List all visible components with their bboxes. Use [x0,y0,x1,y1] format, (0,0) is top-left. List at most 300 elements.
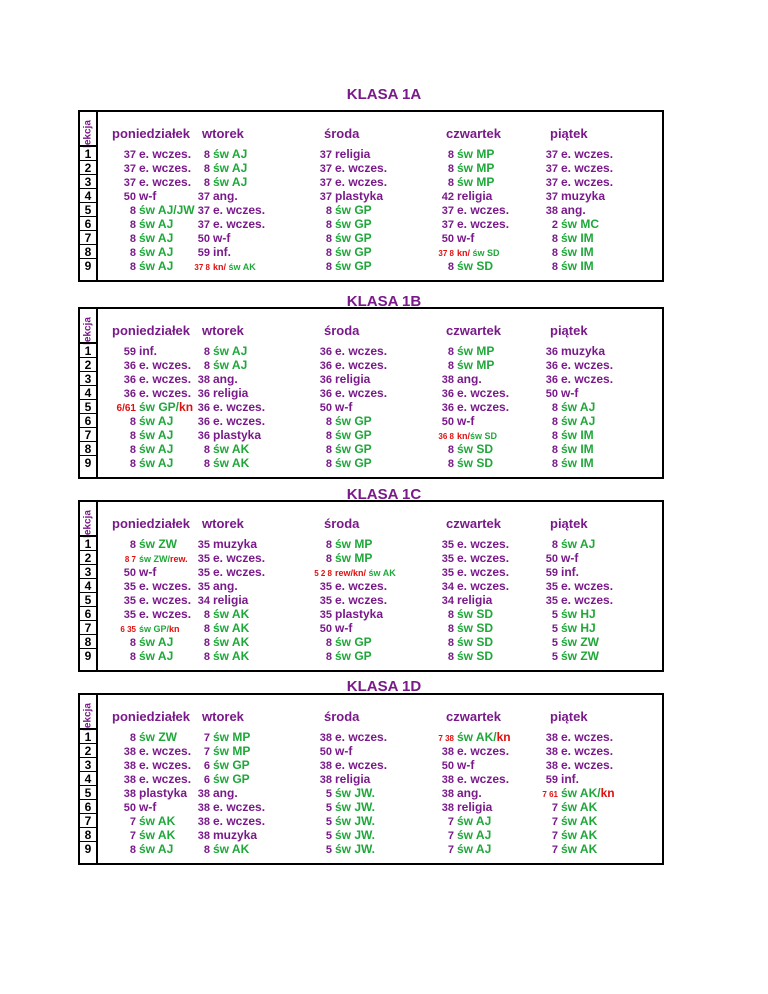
room-number: 36 8 [438,432,454,441]
lesson-number: 8 [80,635,96,649]
day-header: wtorek [202,516,244,531]
room-number: 7 [551,802,558,814]
lesson-cell [184,456,294,470]
lekcja-label: lekcja [82,120,94,148]
subject [561,537,595,551]
lesson-cell [428,730,538,744]
room-number: 34 [441,581,454,593]
subject-text-part: św GP [335,428,372,442]
subject [561,744,613,758]
lesson-cell [428,551,538,565]
room-number: 35 [197,567,210,579]
subject-text-part: e. wczes. [139,161,192,175]
lesson-cell [532,800,642,814]
lesson-cell [428,814,538,828]
subject-text-part: św AK [213,456,250,470]
lesson-number: 1 [80,730,96,744]
lesson-number: 2 [80,744,96,758]
subject-text-part: e. wczes. [335,344,388,358]
room-number: 36 [319,374,332,386]
subject-text-part: św GP [335,217,372,231]
lesson-cell [428,828,538,842]
subject-text-part: e. wczes. [213,400,266,414]
room-number: 37 [123,163,136,175]
subject-text-part: kn [179,400,194,414]
subject [335,161,387,175]
lesson-cell [184,259,294,273]
room-number: 8 [325,539,332,551]
subject [335,744,352,758]
subject-text-part: inf. [139,344,157,358]
day-header: piątek [550,126,588,141]
subject-text-part: e. wczes. [213,217,266,231]
subject-text-part: św AJ [139,442,174,456]
class-title: KLASA 1A [346,86,422,103]
lesson-cell [184,607,294,621]
lesson-cell [306,414,416,428]
lesson-cell [184,635,294,649]
room-number: 8 [325,247,332,259]
room-number: 38 [319,760,332,772]
room-number: 36 [545,374,558,386]
room-number: 35 [123,595,136,607]
lesson-cell [532,175,642,189]
subject [335,842,375,856]
day-column [428,730,538,856]
subject-text-part: św GP [335,649,372,663]
subject [561,814,597,828]
subject [335,175,387,189]
subject-text-part: św AJ [561,400,596,414]
subject-text-part: kn [600,786,615,800]
subject [561,607,596,621]
subject [139,621,180,635]
room-number: 37 [545,191,558,203]
room-number: 35 [197,539,210,551]
day-column [184,537,294,663]
subject [139,814,175,828]
room-number: 38 [197,788,210,800]
subject-text-part: e. wczes. [335,358,388,372]
subject-text-part: św GP [335,414,372,428]
room-number: 38 [441,774,454,786]
subject [561,800,597,814]
subject-text-part: św AJ [213,344,248,358]
subject-text-part: św JW. [335,800,376,814]
room-number: 6/61 [116,403,136,414]
lesson-cell [428,579,538,593]
subject-text-part: św AJ [139,414,174,428]
room-number: 7 [203,746,210,758]
room-number: 38 [123,760,136,772]
room-number: 38 [545,732,558,744]
room-number: 50 [441,416,454,428]
lekcja-label: lekcja [82,703,94,731]
room-number: 35 [319,609,332,621]
subject-text-part: św SD [457,621,494,635]
subject-text-part: religia [457,189,493,203]
room-number: 7 [129,830,136,842]
room-number: 50 [545,388,558,400]
room-number: 8 [447,637,454,649]
room-number: 37 [319,191,332,203]
room-number: 8 [325,637,332,649]
subject-text-part: św MP [335,551,373,565]
subject [213,161,247,175]
subject [561,565,579,579]
room-number: 38 [197,816,210,828]
subject [561,730,613,744]
subject [457,344,494,358]
room-number: 7 [203,732,210,744]
day-column [428,537,538,663]
subject-text-part: religia [335,772,371,786]
room-number: 35 [319,595,332,607]
subject [457,828,491,842]
room-number: 50 [197,233,210,245]
room-number: 8 [129,458,136,470]
subject-text-part: ang. [561,203,586,217]
room-number: 38 [319,732,332,744]
lesson-cell [184,579,294,593]
room-number: 35 [319,581,332,593]
subject [561,842,597,856]
subject [457,621,493,635]
lesson-cell [532,442,642,456]
subject [213,593,248,607]
lesson-cell [532,231,642,245]
room-number: 8 [203,844,210,856]
room-number: 8 [325,430,332,442]
subject-text-part: św AJ [139,635,174,649]
subject-text-part: religia [457,593,493,607]
room-number: 5 [325,816,332,828]
subject-text-part: religia [457,800,493,814]
subject [139,842,173,856]
lesson-cell [184,147,294,161]
room-number: 8 [203,346,210,358]
room-number: 8 [447,149,454,161]
lesson-cell [184,551,294,565]
lesson-cell [306,189,416,203]
room-number: 5 [551,637,558,649]
lesson-cell [532,344,642,358]
lesson-cell [532,842,642,856]
lesson-cell [532,828,642,842]
subject [335,607,383,621]
day-column [428,147,538,273]
subject-text-part: w-f [139,565,157,579]
subject [213,175,247,189]
day-header: piątek [550,323,588,338]
lesson-cell [306,730,416,744]
subject [561,621,596,635]
day-column [306,344,416,470]
room-number: 36 [123,388,136,400]
room-number: 5 [325,788,332,800]
subject-text-part: muzyka [213,537,258,551]
subject [561,189,605,203]
room-number: 8 [325,444,332,456]
room-number: 37 8 [438,249,454,258]
lesson-number: 4 [80,772,96,786]
subject-text-part: e. wczes. [213,800,266,814]
subject-text-part: e. wczes. [335,579,388,593]
subject [335,828,375,842]
subject-text-part: św AK [561,814,598,828]
room-number: 8 [447,346,454,358]
subject-text-part: św AJ/JW [139,203,195,217]
subject-text-part: e. wczes. [561,579,614,593]
subject [335,730,387,744]
room-number: 8 [129,539,136,551]
lesson-cell [184,344,294,358]
subject-text-part: św MC [561,217,600,231]
subject-text-part: ang. [457,372,482,386]
subject [457,814,491,828]
subject-text-part: religia [213,386,249,400]
room-number: 50 [545,553,558,565]
room-number: 36 [441,402,454,414]
subject-text-part: św AK [213,621,250,635]
lesson-cell [532,386,642,400]
lesson-cell [428,842,538,856]
subject [139,259,173,273]
room-number: 8 [325,553,332,565]
room-number: 38 [545,746,558,758]
subject-text-part: e. wczes. [457,579,510,593]
subject [561,456,594,470]
subject [457,217,509,231]
subject [213,344,247,358]
day-header: czwartek [446,516,501,531]
room-number: 8 [129,205,136,217]
room-number: 8 [325,458,332,470]
subject [335,635,372,649]
lesson-number: 5 [80,786,96,800]
room-number: 50 [123,802,136,814]
lesson-cell [306,245,416,259]
subject [335,537,372,551]
room-number: 59 [123,346,136,358]
subject-text-part: św AJ [457,828,492,842]
day-column [184,344,294,470]
lesson-number: 5 [80,203,96,217]
lesson-cell [184,231,294,245]
subject [457,203,509,217]
lesson-cell [532,635,642,649]
subject [457,579,509,593]
subject [457,231,474,245]
room-number: 38 [123,788,136,800]
subject [561,579,613,593]
lesson-cell [532,744,642,758]
room-number: 8 [129,416,136,428]
lesson-number: 3 [80,372,96,386]
room-number: 8 [447,458,454,470]
room-number: 7 [551,844,558,856]
lesson-number: 3 [80,565,96,579]
lesson-cell [184,814,294,828]
room-number: 37 [441,205,454,217]
subject-text-part: e. wczes. [139,147,192,161]
room-number: 8 [447,444,454,456]
subject [139,537,177,551]
subject-text-part: e. wczes. [213,203,266,217]
subject [457,400,509,414]
lesson-cell [306,456,416,470]
lesson-cell [306,358,416,372]
subject [561,175,613,189]
lesson-cell [428,621,538,635]
lesson-cell [532,189,642,203]
room-number: 34 [197,595,210,607]
room-number: 7 61 [542,790,558,799]
room-number: 7 [551,816,558,828]
subject-text-part: inf. [213,245,231,259]
room-number: 38 [123,774,136,786]
subject [213,537,257,551]
subject-text-part: e. wczes. [457,400,510,414]
lesson-number: 3 [80,175,96,189]
lesson-number: 2 [80,551,96,565]
room-number: 8 [203,458,210,470]
lesson-cell [532,414,642,428]
subject-text-part: w-f [457,414,475,428]
subject-text-part: św SD [457,649,494,663]
class-timetable [78,307,664,479]
subject [457,607,493,621]
subject [457,147,494,161]
subject-text-part: e. wczes. [335,730,388,744]
subject [335,189,383,203]
subject-text-part: e. wczes. [457,537,510,551]
subject-text-part: św MP [457,344,495,358]
lesson-cell [428,565,538,579]
subject-text-part: św AK [368,568,396,578]
subject [213,828,257,842]
lesson-cell [428,358,538,372]
room-number: 37 [545,177,558,189]
lesson-cell [306,800,416,814]
room-number: 36 [197,388,210,400]
lesson-cell [428,456,538,470]
subject-text-part: św AK/ [561,786,601,800]
subject [139,649,173,663]
lesson-cell [184,842,294,856]
lesson-number: 8 [80,828,96,842]
subject [457,635,493,649]
room-number: 8 [203,651,210,663]
subject [335,147,370,161]
subject [213,217,265,231]
room-number: 50 [319,623,332,635]
room-number: 36 [545,360,558,372]
subject-text-part: św IM [561,456,594,470]
subject-text-part: św MP [457,161,495,175]
subject [213,744,250,758]
lesson-cell [532,358,642,372]
room-number: 8 [551,261,558,273]
lesson-cell [532,786,642,800]
subject-text-part: św AJ [139,456,174,470]
room-number: 8 [129,233,136,245]
subject-text-part: religia [335,147,371,161]
subject-text-part: św AK [561,842,598,856]
lesson-cell [428,344,538,358]
room-number: 8 [203,637,210,649]
subject-text-part: e. wczes. [335,758,388,772]
lesson-cell [532,456,642,470]
subject [457,189,492,203]
subject-text-part: inf. [561,565,579,579]
room-number: 8 [203,149,210,161]
subject-text-part: e. wczes. [561,175,614,189]
subject-text-part: ang. [213,372,238,386]
subject [457,842,491,856]
lesson-cell [184,442,294,456]
room-number: 37 [197,219,210,231]
subject-text-part: św MP [335,537,373,551]
subject-text-part: kn/ [457,248,471,258]
subject-text-part: e. wczes. [335,161,388,175]
room-number: 5 [551,623,558,635]
subject [335,551,372,565]
room-number: 38 [197,802,210,814]
subject-text-part: św AJ [213,358,248,372]
lesson-numbers [80,535,98,663]
subject-text-part: św SD [470,248,500,258]
subject-text-part: e. wczes. [139,358,192,372]
room-number: 8 [325,233,332,245]
lesson-cell [184,786,294,800]
lesson-cell [306,758,416,772]
lesson-cell [532,537,642,551]
subject-text-part: św GP [335,456,372,470]
subject-text-part: w-f [561,386,579,400]
lesson-cell [532,161,642,175]
subject [213,456,249,470]
subject-text-part: muzyka [561,344,606,358]
subject-text-part: św GP/ [139,624,170,634]
subject [457,456,493,470]
lesson-numbers [80,145,98,273]
subject-text-part: św AJ [213,147,248,161]
subject-text-part: św AJ [139,259,174,273]
subject-text-part: św ZW [561,649,599,663]
day-header: środa [324,516,360,531]
subject [561,786,615,800]
subject-text-part: św AK [213,442,250,456]
subject [213,800,265,814]
subject-text-part: św SD [457,635,494,649]
lesson-cell [184,203,294,217]
room-number: 8 [551,416,558,428]
room-number: 8 7 [124,555,136,564]
room-number: 8 [325,219,332,231]
room-number: 50 [123,567,136,579]
room-number: 59 [545,567,558,579]
lesson-cell [306,842,416,856]
lesson-cell [184,828,294,842]
lesson-cell [184,428,294,442]
room-number: 2 [551,219,558,231]
room-number: 36 [197,430,210,442]
lesson-cell [532,551,642,565]
lesson-cell [184,175,294,189]
lesson-cell [306,175,416,189]
lesson-cell [184,621,294,635]
